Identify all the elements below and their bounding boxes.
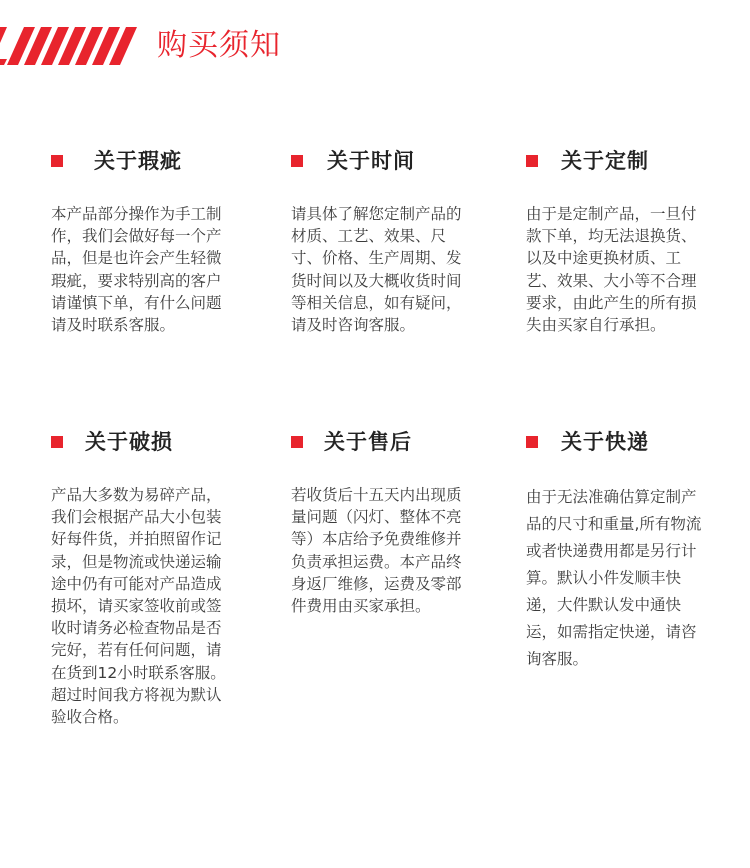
card-title: 关于瑕疵 bbox=[94, 149, 182, 173]
card-body: 产品大多数为易碎产品，我们会根据产品大小包装好每件货，并拍照留作记录，但是物流或快递运输途中仍有可能对产品造成损坏，请买家签收前或签收时请务必检查物品是否完好，若有任何问题，请在货到12小时联系客服。超过时间我方将视为默认验收合格。 bbox=[51, 486, 226, 727]
notice-card-custom bbox=[526, 141, 726, 336]
square-bullet-icon bbox=[526, 436, 538, 448]
card-header bbox=[291, 422, 491, 462]
square-bullet-icon bbox=[526, 155, 538, 167]
page-title: 购买须知 bbox=[157, 28, 281, 63]
notice-card-time bbox=[291, 141, 491, 336]
card-header bbox=[526, 141, 726, 181]
square-bullet-icon bbox=[51, 155, 63, 167]
card-header bbox=[51, 422, 251, 462]
card-header bbox=[51, 141, 251, 181]
square-bullet-icon bbox=[291, 436, 303, 448]
notice-card-shipping bbox=[526, 422, 726, 673]
card-header bbox=[291, 141, 491, 181]
square-bullet-icon bbox=[51, 436, 63, 448]
card-body: 由于是定制产品，一旦付款下单，均无法退换货、以及中途更换材质、工艺、效果、大小等不合理要求，由此产生的所有损失由买家自行承担。 bbox=[526, 205, 697, 335]
square-bullet-icon bbox=[291, 155, 303, 167]
page-header bbox=[0, 0, 750, 92]
notice-card-damage bbox=[51, 422, 251, 728]
card-title: 关于定制 bbox=[561, 149, 649, 173]
card-body: 由于无法准确估算定制产品的尺寸和重量,所有物流或者快递费用都是另行计算。默认小件发顺丰快递，大件默认发中通快运，如需指定快递，请咨询客服。 bbox=[526, 488, 702, 668]
notice-card-after-sales bbox=[291, 422, 491, 617]
card-body: 若收货后十五天内出现质量问题（闪灯、整体不亮等）本店给予免费维修并负责承担运费。本产品终身返厂维修，运费及零部件费用由买家承担。 bbox=[291, 486, 462, 616]
card-body: 本产品部分操作为手工制作，我们会做好每一个产品，但是也许会产生轻微瑕疵，要求特别高的客户请谨慎下单，有什么问题请及时联系客服。 bbox=[51, 205, 222, 335]
card-title: 关于售后 bbox=[324, 430, 412, 454]
stripes-decoration-icon bbox=[0, 27, 142, 65]
card-title: 关于快递 bbox=[561, 430, 649, 454]
card-body: 请具体了解您定制产品的材质、工艺、效果、尺寸、价格、生产周期、发货时间以及大概收货时间等相关信息，如有疑问，请及时咨询客服。 bbox=[291, 205, 462, 335]
card-title: 关于破损 bbox=[85, 430, 173, 454]
card-header bbox=[526, 422, 726, 462]
notice-card-defects bbox=[51, 141, 251, 336]
card-title: 关于时间 bbox=[327, 149, 415, 173]
